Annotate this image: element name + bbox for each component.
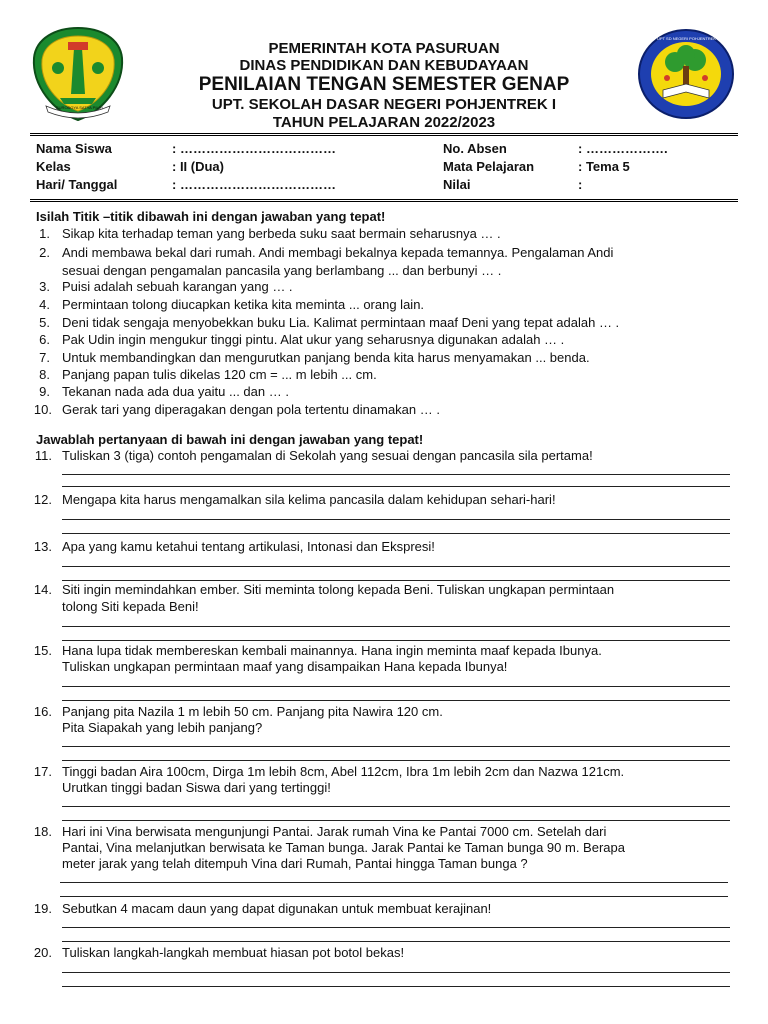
s2-item-18-text: Hari ini Vina berwisata mengunjungi Pantai. Jarak rumah Vina ke Pantai 7000 cm. Setelah dari [62,824,607,839]
no-absen-value: : ………………. [578,141,668,156]
s1-item-7-text: Untuk membandingkan dan mengurutkan panjang benda kita harus menyamakan ... benda. [62,350,590,365]
kelas-label: Kelas [36,159,71,174]
s2-item-18-text-line2: Pantai, Vina melanjutkan berwisata ke Taman bunga. Jarak Pantai ke Taman bunga 90 m. Berapa [62,840,625,855]
hari-tanggal-label: Hari/ Tanggal [36,177,118,192]
s2-item-14-text: Siti ingin memindahkan ember. Siti meminta tolong kepada Beni. Tuliskan ungkapan permintaan [62,582,615,597]
s1-item-8-number: 8. [39,367,50,382]
header-year: TAHUN PELAJARAN 2022/2023 [272,114,496,131]
s2-item-19-number: 19. [33,901,52,916]
s1-item-1-number: 1. [39,226,50,241]
s2-item-12-text: Mengapa kita harus mengamalkan sila kelima pancasila dalam kehidupan sehari-hari! [62,492,556,507]
answer-line[interactable] [62,580,730,581]
nama-siswa-label: Nama Siswa [36,141,112,156]
nama-siswa-value: : ……………………………… [172,141,336,156]
info-divider-2 [30,201,738,202]
s2-item-18-number: 18. [33,824,52,839]
mata-pelajaran-label: Mata Pelajaran [443,159,535,174]
answer-line[interactable] [62,760,730,761]
answer-line[interactable] [62,927,730,928]
section1-instruction: Isilah Titik –titik dibawah ini dengan jawaban yang tepat! [36,209,386,224]
nilai-value: : [578,177,583,192]
s1-item-2-text-line2: sesuai dengan pengamalan pancasila yang berlambang ... dan berbunyi … . [62,263,502,278]
s2-item-16-text-line2: Pita Siapakah yang lebih panjang? [62,720,263,735]
s2-item-16-number: 16. [33,704,52,719]
s2-item-13-number: 13. [33,539,52,554]
s2-item-15-number: 15. [33,643,52,658]
answer-line[interactable] [62,533,730,534]
s1-item-10-number: 10. [33,402,52,417]
s2-item-15-text-line2: Tuliskan ungkapan permintaan maaf yang disampaikan Hana kepada Ibunya! [62,659,508,674]
answer-line[interactable] [62,941,730,942]
s1-item-2-text: Andi membawa bekal dari rumah. Andi membagi bekalnya kepada temannya. Pengalaman Andi [62,245,614,260]
s1-item-2-number: 2. [39,245,50,260]
header-divider-top-2 [30,135,738,136]
answer-line[interactable] [60,896,728,897]
s1-item-4-text: Permintaan tolong diucapkan ketika kita meminta ... orang lain. [62,297,425,312]
s2-item-19-text: Sebutkan 4 macam daun yang dapat digunakan untuk membuat kerajinan! [62,901,492,916]
answer-line[interactable] [62,566,730,567]
s1-item-4-number: 4. [39,297,50,312]
s1-item-5-number: 5. [39,315,50,330]
s2-item-18-text-line3: meter jarak yang telah ditempuh Vina dari Rumah, Pantai hingga Taman bunga ? [62,856,528,871]
right-logo-text: UPT SD NEGERI POHJENTREK I [657,36,719,41]
s2-item-14-text-line2: tolong Siti kepada Beni! [62,599,199,614]
header-government: PEMERINTAH KOTA PASURUAN [268,40,500,57]
s1-item-8-text: Panjang papan tulis dikelas 120 cm = ... m lebih ... cm. [62,367,377,382]
answer-line[interactable] [62,486,730,487]
s1-item-7-number: 7. [39,350,50,365]
answer-line[interactable] [62,626,730,627]
info-divider [30,199,738,200]
s1-item-9-text: Tekanan nada ada dua yaitu ... dan … . [62,384,289,399]
s2-item-14-number: 14. [33,582,52,597]
s2-item-17-text-line2: Urutkan tinggi badan Siswa dari yang tertinggi! [62,780,331,795]
s1-item-1-text: Sikap kita terhadap teman yang berbeda suku saat bermain seharusnya … . [62,226,501,241]
answer-line[interactable] [62,640,730,641]
s1-item-5-text: Deni tidak sengaja menyobekkan buku Lia. Kalimat permintaan maaf Deni yang tepat adalah … . [62,315,620,330]
left-logo-caption: SUROBOYA SATYA PILIH [56,105,103,110]
s1-item-6-number: 6. [39,332,50,347]
header-school: UPT. SEKOLAH DASAR NEGERI POHJENTREK I [211,96,557,113]
answer-line[interactable] [62,806,730,807]
s1-item-9-number: 9. [39,384,50,399]
answer-line[interactable] [62,686,730,687]
nilai-label: Nilai [443,177,471,192]
s2-item-12-number: 12. [33,492,52,507]
s2-item-20-text: Tuliskan langkah-langkah membuat hiasan pot botol bekas! [62,945,405,960]
answer-line[interactable] [60,882,728,883]
s2-item-11-number: 11. [34,448,52,463]
s2-item-20-number: 20. [33,945,52,960]
s2-item-17-text: Tinggi badan Aira 100cm, Dirga 1m lebih 8cm, Abel 112cm, Ibra 1m lebih 2cm dan Nazwa 121cm. [62,764,625,779]
s2-item-17-number: 17. [33,764,52,779]
s1-item-3-text: Puisi adalah sebuah karangan yang … . [62,279,293,294]
s1-item-10-text: Gerak tari yang diperagakan dengan pola tertentu dinamakan … . [62,402,440,417]
mata-pelajaran-value: : Tema 5 [578,159,630,174]
answer-line[interactable] [62,986,730,987]
answer-line[interactable] [62,519,730,520]
s2-item-15-text: Hana lupa tidak membereskan kembali mainannya. Hana ingin meminta maaf kepada Ibunya. [62,643,602,658]
s1-item-6-text: Pak Udin ingin mengukur tinggi pintu. Alat ukur yang seharusnya digunakan adalah … . [62,332,565,347]
no-absen-label: No. Absen [443,141,507,156]
s2-item-16-text: Panjang pita Nazila 1 m lebih 50 cm. Panjang pita Nawira 120 cm. [62,704,443,719]
kelas-value: : II (Dua) [172,159,224,174]
hari-tanggal-value: : ……………………………… [172,177,336,192]
s2-item-11-text: Tuliskan 3 (tiga) contoh pengamalan di Sekolah yang sesuai dengan pancasila sila pertama! [62,448,593,463]
s2-item-13-text: Apa yang kamu ketahui tentang artikulasi, Intonasi dan Ekspresi! [62,539,435,554]
answer-line[interactable] [62,820,730,821]
header-divider-top [30,133,738,134]
answer-line[interactable] [62,700,730,701]
s1-item-3-number: 3. [39,279,50,294]
header-department: DINAS PENDIDIKAN DAN KEBUDAYAAN [239,57,529,74]
answer-line[interactable] [62,474,730,475]
header-exam-title: PENILAIAN TENGAN SEMESTER GENAP [198,74,570,95]
answer-line[interactable] [62,746,730,747]
answer-line[interactable] [62,972,730,973]
section2-instruction: Jawablah pertanyaan di bawah ini dengan jawaban yang tepat! [36,432,424,447]
